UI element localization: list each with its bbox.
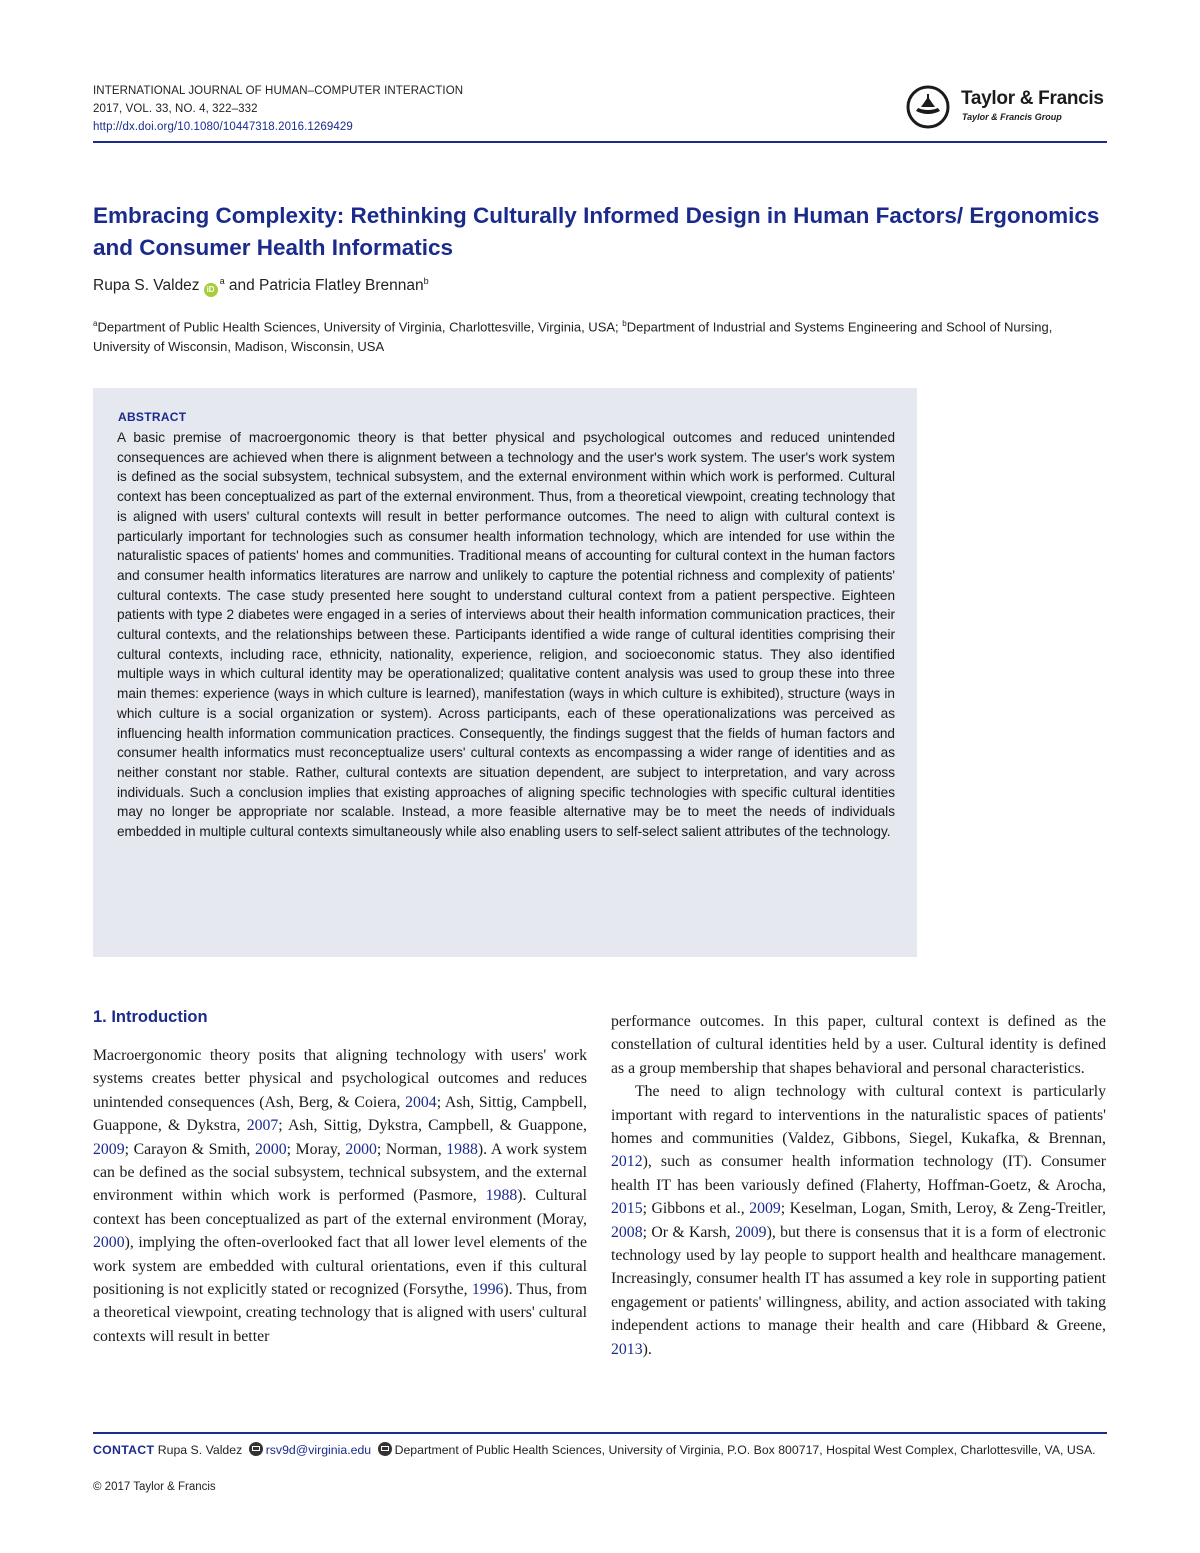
journal-header [93, 82, 463, 136]
intro-paragraph-1-cont: performance outcomes. In this paper, cultural context is defined as the constellation of cultural identities held by a user. Cultural identity is defined as a group membership that shapes behavioral and personal characteristics. [611, 1013, 1106, 1077]
affiliations [93, 314, 1113, 357]
affiliation-b: Department of Industrial and Systems Engineering and School of Nursing, University of Wisconsin, Madison, Wisconsin, USA [93, 319, 1053, 355]
affil-b-sup: b [622, 319, 627, 328]
publisher-name: Taylor & Francis [961, 88, 1104, 109]
journal-name: INTERNATIONAL JOURNAL OF HUMAN–COMPUTER INTERACTION [93, 85, 464, 97]
intro-paragraph-2: The need to align technology with cultural context is particularly important with regard to interventions in the naturalistic spaces of patients' homes and communities (Valdez, Gibbons, Siegel, Kukafka, & Brennan, 2012), such as consumer health information technology (IT). Consumer health IT has been variously defined (Flaherty, Hoffman-Goetz, & Arocha, 2015; Gibbons et al., 2009; Keselman, Logan, Smith, Leroy, & Zeng-Treitler, 2008; Or & Karsh, 2009), but there is consensus that it is a form of electronic technology used by lay people to support health and healthcare management. Increasingly, consumer health IT has assumed a key role in supporting patient engagement or patients' willingness, ability, and action associated with taking independent actions to manage their health and care (Hibbard & Greene, 2013). [611, 1083, 1106, 1358]
citation-link[interactable]: 1996 [471, 1281, 504, 1299]
copyright: © 2017 Taylor & Francis [93, 1481, 216, 1493]
taylor-francis-icon [905, 84, 951, 130]
author-2[interactable]: and Patricia Flatley Brennan [228, 277, 424, 295]
affiliation-a: Department of Public Health Sciences, University of Virginia, Charlottesville, Virginia, USA; [97, 319, 619, 335]
citation-link[interactable]: 2009 [93, 1140, 125, 1158]
citation-link[interactable]: 2008 [611, 1223, 643, 1241]
volume-info: 2017, VOL. 33, NO. 4, 322–332 [93, 103, 258, 115]
citation-link[interactable]: 2012 [611, 1153, 643, 1171]
contact-info [93, 1440, 1107, 1460]
address-icon [378, 1442, 392, 1456]
publisher-group: Taylor & Francis Group [962, 112, 1062, 122]
section-heading: 1. Introduction [93, 1008, 208, 1026]
citation-link[interactable]: 2000 [255, 1140, 287, 1158]
orcid-icon[interactable]: iD [204, 283, 218, 297]
article-title: Embracing Complexity: Rethinking Culturally Informed Design in Human Factors/ Ergonomics and Consumer Health Informatics [93, 203, 1100, 260]
citation-link[interactable]: 2009 [749, 1200, 781, 1218]
email-icon [249, 1442, 263, 1456]
citation-link[interactable]: 2009 [734, 1223, 767, 1241]
citation-link[interactable]: 2000 [345, 1140, 377, 1158]
doi-link[interactable]: http://dx.doi.org/10.1080/10447318.2016.1269429 [93, 121, 353, 133]
citation-link[interactable]: 1988 [446, 1140, 478, 1158]
header-divider [93, 141, 1107, 143]
citation-link[interactable]: 2004 [405, 1093, 437, 1111]
abstract-heading: ABSTRACT [118, 410, 187, 424]
footer-divider [93, 1432, 1107, 1434]
body-column-left [93, 1044, 587, 1348]
taylor-francis-logo [905, 84, 1120, 132]
contact-label: CONTACT [93, 1443, 155, 1457]
author-1-sup: a [219, 276, 225, 286]
contact-email[interactable]: rsv9d@virginia.edu [265, 1443, 372, 1457]
author-1[interactable]: Rupa S. Valdez [93, 277, 200, 295]
citation-link[interactable]: 2015 [611, 1200, 643, 1218]
author-2-sup: b [423, 276, 429, 286]
citation-link[interactable]: 2007 [246, 1117, 279, 1135]
body-column-right [611, 1010, 1106, 1361]
citation-link[interactable]: 1988 [485, 1187, 518, 1205]
affil-a-sup: a [93, 319, 98, 328]
contact-address: Department of Public Health Sciences, University of Virginia, P.O. Box 800717, Hospital West Complex, Charlottesville, VA, USA. [394, 1443, 1096, 1457]
abstract-text: A basic premise of macroergonomic theory is that better physical and psychological outcomes and reduced unintended consequences are achieved when there is alignment between a technology and the user's work system. The user's work system is defined as the social subsystem, technical subsystem, and the external environment within which work is performed. Cultural context has been conceptualized as part of the external environment. Thus, from a theoretical viewpoint, creating technology that is aligned with users' cultural contexts will result in better performance outcomes. The need to align with cultural context is particularly important for technologies such as consumer health information technology, which are intended for use within the naturalistic spaces of patients' homes and communities. Traditional means of accounting for cultural context in the human factors and consumer health informatics literatures are narrow and unlikely to capture the potential richness and complexity of patients' cultural contexts. The case study presented here sought to understand cultural context from a patient perspective. Eighteen patients with type 2 diabetes were engaged in a series of interviews about their health information communication practices, their cultural contexts, and the relationships between these. Participants identified a wide range of cultural identities comprising their cultural contexts, including race, ethnicity, nationality, experience, religion, and socioeconomic status. They also identified multiple ways in which cultural identity may be operationalized; qualitative content analysis was used to group these into three main themes: experience (ways in which culture is learned), manifestation (ways in which culture is exhibited), structure (ways in which culture is a social organization or system). Across participants, each of these operationalizations was perceived as influencing health information communication practices. Consequently, the findings suggest that the fields of human factors and consumer health informatics must reconceptualize users' cultural contexts as encompassing a wider range of identities and as neither constant nor stable. Rather, cultural contexts are situation dependent, are subject to interpretation, and vary across individuals. Such a conclusion implies that existing approaches of aligning specific technologies with specific cultural identities may no longer be appropriate nor scalable. Instead, a more feasible alternative may be to meet the needs of individuals embedded in multiple cultural contexts simultaneously while also enabling users to self-select salient attributes of the technology. [117, 430, 895, 840]
contact-name: Rupa S. Valdez [157, 1443, 243, 1457]
intro-paragraph-1: Macroergonomic theory posits that aligning technology with users' work systems creates better physical and psychological outcomes and reduces unintended consequences (Ash, Berg, & Coiera, 2004; Ash, Sittig, Campbell, Guappone, & Dykstra, 2007; Ash, Sittig, Dykstra, Campbell, & Guappone, 2009; Carayon & Smith, 2000; Moray, 2000; Norman, 1988). A work system can be defined as the social subsystem, technical subsystem, and the external environment within which work is performed (Pasmore, 1988). Cultural context has been conceptualized as part of the external environment (Moray, 2000), implying the often-overlooked fact that all lower level elements of the work system are embedded with cultural orientations, even if this cultural positioning is not explicitly stated or recognized (Forsythe, 1996). Thus, from a theoretical viewpoint, creating technology that is aligned with users' cultural contexts will result in better [93, 1047, 588, 1345]
citation-link[interactable]: 2013 [611, 1340, 643, 1358]
citation-link[interactable]: 2000 [93, 1234, 125, 1252]
author-line [93, 276, 429, 297]
